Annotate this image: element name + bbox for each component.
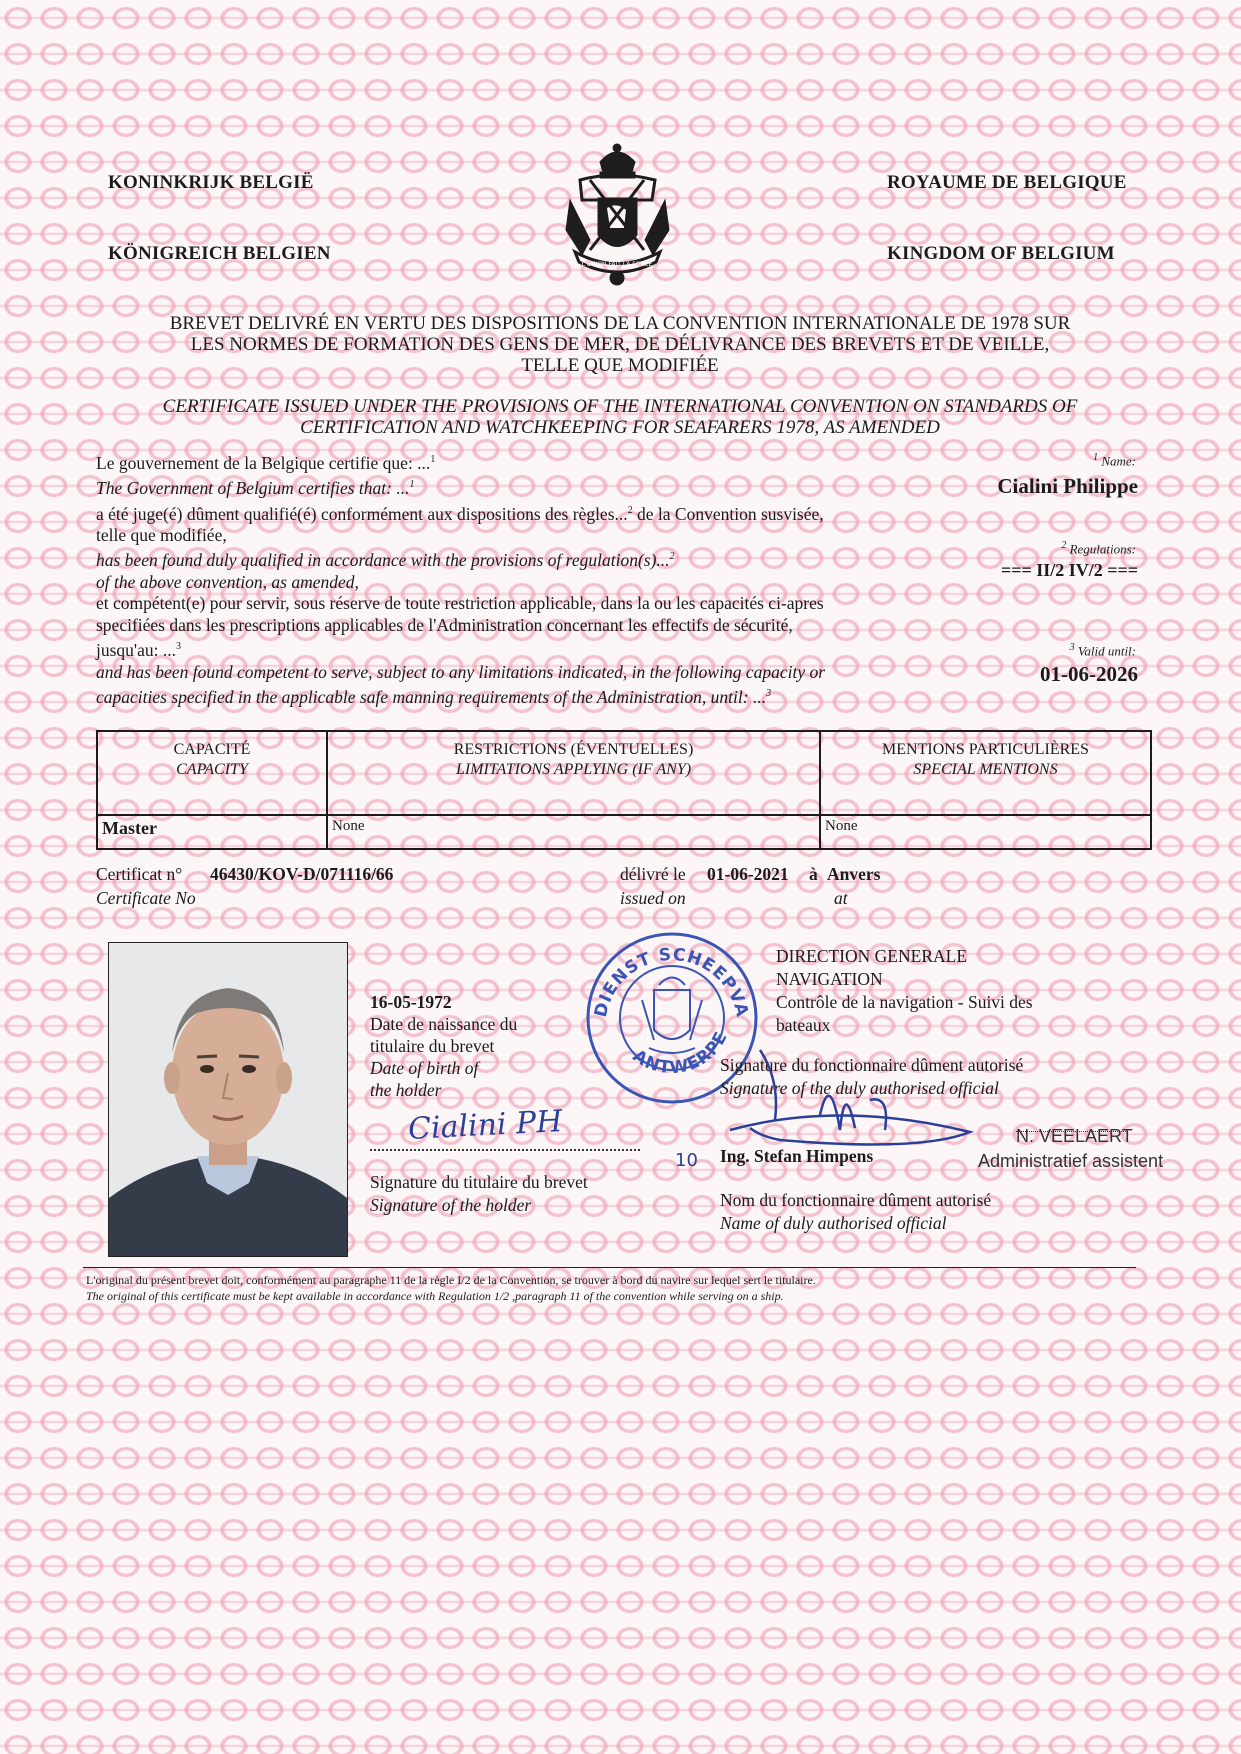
body-line-5: has been found duly qualified in accordance with the provisions of regulation(s)...$^2$ [96,550,675,571]
seal-bottom-text: ANTWERPE [628,1028,733,1079]
svg-text:DIENST SCHEEPVAARTCONTROLE [584,930,752,1019]
certificate-no-label-fr: Certificat n° [96,864,183,884]
holder-sig-label-fr: Signature du titulaire du brevet [370,1172,588,1192]
title-en-line-1: CERTIFICATE ISSUED UNDER THE PROVISIONS OF THE INTERNATIONAL CONVENTION ON STANDARDS OF [162,396,1078,417]
title-fr-line-1: BREVET DELIVRÉ EN VERTU DES DISPOSITIONS DE LA CONVENTION INTERNATIONALE DE 1978 SUR [169,313,1071,334]
valid-until-value: 01-06-2026 [1040,662,1138,686]
official-dir-4: bateaux [776,1015,831,1035]
capacity-table [96,730,1152,850]
official-name: Ing. Stefan Himpens [720,1146,874,1166]
body-text [96,449,946,708]
official-signature [720,1040,1000,1160]
body-line-11: capacities specified in the applicable safe manning requirements of the Administration, until: ...$^3$ [96,686,772,707]
official-name-label-en: Name of duly authorised official [720,1213,947,1233]
body-line-6: of the above convention, as amended, [96,571,359,592]
valid-until-label: $^3$ Valid until: [1069,642,1136,659]
title-fr-line-2: LES NORMES DE FORMATION DES GENS DE MER, DE DÉLIVRANCE DES BREVETS ET DE VEILLE, [190,334,1050,355]
cell-capacity: Master [97,815,327,849]
at-value: Anvers [827,864,881,884]
coat-motto: L'UNION FAIT LA FORCE [581,261,653,268]
header-left-bottom: KÖNIGREICH BELGIEN [108,243,331,264]
issued-label-fr: délivré le [620,864,686,884]
holder-signature: Cialini PH [407,1103,564,1148]
header-restrictions: RESTRICTIONS (ÉVENTUELLES) LIMITATIONS APPLYING (IF ANY) [327,731,820,815]
body-line-1: Le gouvernement de la Belgique certifie que: ...$^1$ [96,452,436,473]
name-value: Cialini Philippe [997,474,1138,498]
title-en-line-2: CERTIFICATION AND WATCHKEEPING FOR SEAFARERS 1978, AS AMENDED [300,417,940,438]
issued-date-value: 01-06-2021 [707,864,789,884]
certificate-no-label-en: Certificate No [96,888,196,908]
name-label: $^1$ Name: [1093,452,1136,469]
seal-top-text: DIENST SCHEEPVA [590,944,753,1020]
dob-label-en-2: the holder [370,1080,442,1100]
official-name-label-fr: Nom du fonctionnaire dûment autorisé [720,1190,992,1210]
official-sig-label-en: Signature of the duly authorised official [720,1078,999,1098]
footer-en: The original of this certificate must be kept available in accordance with Regulation 1/2 ,paragraph 11 of the convention while serving on a ship. [86,1289,784,1303]
holder-photo [108,942,348,1257]
cell-mentions: None [820,815,1151,849]
handwritten-number: 10 [675,1150,698,1171]
stamp-name: N. VEELAERT [1016,1126,1133,1146]
title-fr-line-3: TELLE QUE MODIFIÉE [521,355,719,376]
footer-divider [83,1267,1136,1268]
body-line-9: jusqu'au: ...$^3$ [96,640,181,661]
certificate-no-value: 46430/KOV-D/071116/66 [210,864,394,884]
stamp-name-rule [1016,1131,1126,1132]
regulations-label: $^2$ Regulations: [1061,540,1136,557]
belgian-coat-of-arms-icon [560,140,675,290]
footer-fr: L'original du présent brevet doit, conformément au paragraphe 11 de la règle I/2 de la Convention, se trouver à bord du navire sur lequel sert le titulaire. [86,1273,816,1287]
body-line-2: The Government of Belgium certifies that: ...$^1$ [96,478,415,499]
header-right-top: ROYAUME DE BELGIQUE [887,172,1127,193]
dob-label-fr-2: titulaire du brevet [370,1036,495,1056]
dob-value: 16-05-1972 [370,992,452,1012]
dob-label-en-1: Date of birth of [370,1058,479,1078]
body-line-8: specifiées dans les prescriptions applicables de l'Administration concernant les effectifs de sécurité, [96,614,793,635]
header-right-bottom: KINGDOM OF BELGIUM [887,243,1115,264]
at-label-en: at [834,888,848,908]
dob-label-fr-1: Date de naissance du [370,1014,518,1034]
official-sig-label-fr: Signature du fonctionnaire dûment autorisé [720,1055,1024,1075]
holder-sig-label-en: Signature of the holder [370,1195,532,1215]
issued-label-en: issued on [620,888,686,908]
header-capacity: CAPACITÉ CAPACITY [97,731,327,815]
title-fr [80,313,1160,376]
body-line-3: a été juge(é) dûment qualifié(é) conformément aux dispositions des règles...$^2$ de la Convention susvisée, [96,503,824,524]
at-label-fr: à [809,864,818,884]
official-dir-1: DIRECTION GENERALE [776,946,968,966]
body-line-4: telle que modifiée, [96,524,227,545]
cell-restrictions: None [327,815,820,849]
regulations-value: === II/2 IV/2 === [1000,560,1138,580]
body-line-10: and has been found competent to serve, subject to any limitations indicated, in the following capacity or [96,661,826,682]
header-mentions: MENTIONS PARTICULIÈRES SPECIAL MENTIONS [820,731,1151,815]
official-dir-2: NAVIGATION [776,969,883,989]
official-dir-3: Contrôle de la navigation - Suivi des [776,992,1033,1012]
title-en [80,396,1160,438]
stamp-title: Administratief assistent [978,1151,1164,1171]
body-line-7: et compétent(e) pour servir, sous réserve de toute restriction applicable, dans la ou les capacités ci-apres [96,593,824,614]
table-row [97,815,1151,849]
header-left-top: KONINKRIJK BELGIË [108,172,314,193]
